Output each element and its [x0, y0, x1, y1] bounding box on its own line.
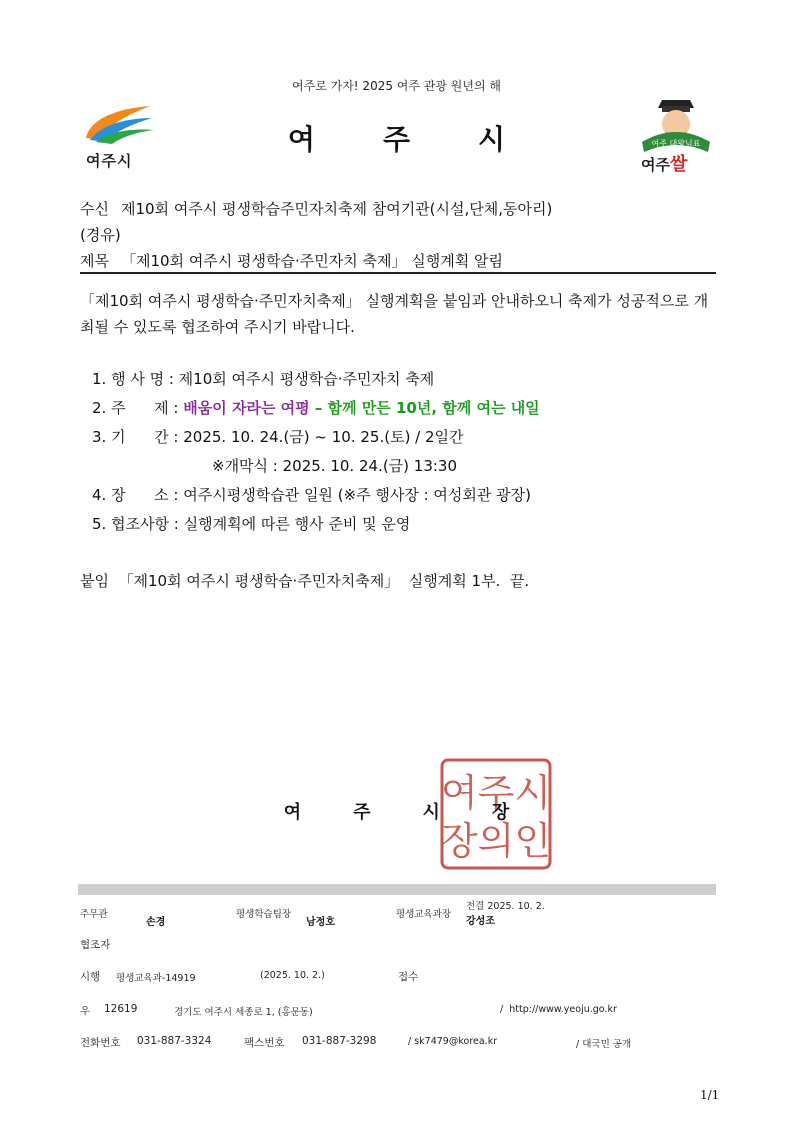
tel-label: 전화번호 — [80, 1037, 121, 1049]
item-opening: ※개막식 : 2025. 10. 24.(금) 13:30 — [212, 457, 458, 475]
coop-label: 협조자 — [80, 939, 111, 951]
recipient-label: 수신 — [80, 200, 109, 218]
subject-value: 「제10회 여주시 평생학습·주민자치 축제」 실행계획 알림 — [120, 252, 503, 270]
body-paragraph: 「제10회 여주시 평생학습·주민자치축제」 실행계획을 붙임과 안내하오니 축제가 성공적으로 개최될 수 있도록 협조하여 주시기 바랍니다. — [80, 292, 709, 336]
subject-line — [80, 250, 515, 271]
page-title: 여주시 — [287, 123, 574, 156]
exec-label: 시행 — [80, 971, 101, 983]
theme-green-text: 함께 만든 10년, 함께 여는 내일 — [327, 399, 540, 417]
rice-logo-top-text: 여주 대왕님표 — [651, 139, 701, 148]
attachment-line: 붙임 「제10회 여주시 평생학습·주민자치축제」 실행계획 1부. 끝. — [80, 572, 530, 590]
exec-value: 평생교육과-14919 — [116, 973, 196, 984]
website-link[interactable]: / http://www.yeoju.go.kr — [500, 1004, 617, 1015]
subject-label: 제목 — [80, 252, 109, 270]
yeoju-rice-logo — [636, 98, 716, 176]
page-number: 1/1 — [700, 1088, 720, 1102]
seal-line-2: 장의인 — [440, 819, 552, 863]
address: 경기도 여주시 세종로 1, (홍문동) — [174, 1007, 313, 1018]
drafter-label: 주무관 — [80, 909, 108, 920]
fax-value: 031-887-3298 — [302, 1035, 377, 1047]
team-label: 평생학습팀장 — [236, 909, 292, 920]
zip-label: 우 — [80, 1005, 91, 1017]
seal-line-1: 여주시 — [440, 771, 552, 815]
item-cooperation: 5. 협조사항 : 실행계획에 따른 행사 준비 및 운영 — [92, 515, 411, 533]
footer-bar — [78, 884, 716, 895]
recipient-value: 제10회 여주시 평생학습주민자치축제 참여기관(시설,단체,동아리) — [120, 200, 553, 218]
zip-code: 12619 — [104, 1003, 138, 1015]
exec-date: (2025. 10. 2.) — [260, 970, 325, 981]
recipient-line — [80, 198, 564, 219]
fax-label: 팩스번호 — [244, 1037, 285, 1049]
approve-date: 전결 2025. 10. 2. — [466, 901, 545, 912]
via-line: (경유) — [80, 226, 121, 244]
header-rule — [80, 272, 716, 274]
email-link[interactable]: / sk7479@korea.kr — [408, 1036, 498, 1047]
item-venue: 4. 장 소 : 여주시평생학습관 일원 (※주 행사장 : 여성회관 광장) — [92, 486, 531, 504]
king-mascot-icon — [636, 98, 716, 154]
rice-logo-text: 여주쌀 — [641, 154, 688, 175]
mayor-signature: 여주시장 — [283, 802, 562, 823]
disclosure: / 대국민 공개 — [576, 1039, 632, 1050]
item-theme: 2. 주 제 : 배움이 자라는 여평 – 함께 만든 10년, 함께 여는 내일 — [92, 399, 540, 417]
city-logo-text: 여주시 — [86, 152, 133, 170]
dept-label: 평생교육과장 — [396, 909, 452, 920]
dept-name: 강성조 — [466, 916, 495, 927]
drafter-name: 손경 — [146, 917, 166, 928]
team-name: 남정호 — [306, 917, 335, 928]
rice-logo-red-text: 쌀 — [669, 154, 688, 175]
receive-label: 접수 — [398, 971, 419, 983]
item-period: 3. 기 간 : 2025. 10. 24.(금) ~ 10. 25.(토) / 2일간 — [92, 428, 464, 446]
tel-value: 031-887-3324 — [137, 1035, 212, 1047]
theme-purple-text: 배움이 자라는 여평 — [183, 399, 310, 417]
item-event-name: 1. 행 사 명 : 제10회 여주시 평생학습·주민자치 축제 — [92, 370, 435, 388]
slogan: 여주로 가자! 2025 여주 관광 원년의 해 — [292, 79, 501, 93]
